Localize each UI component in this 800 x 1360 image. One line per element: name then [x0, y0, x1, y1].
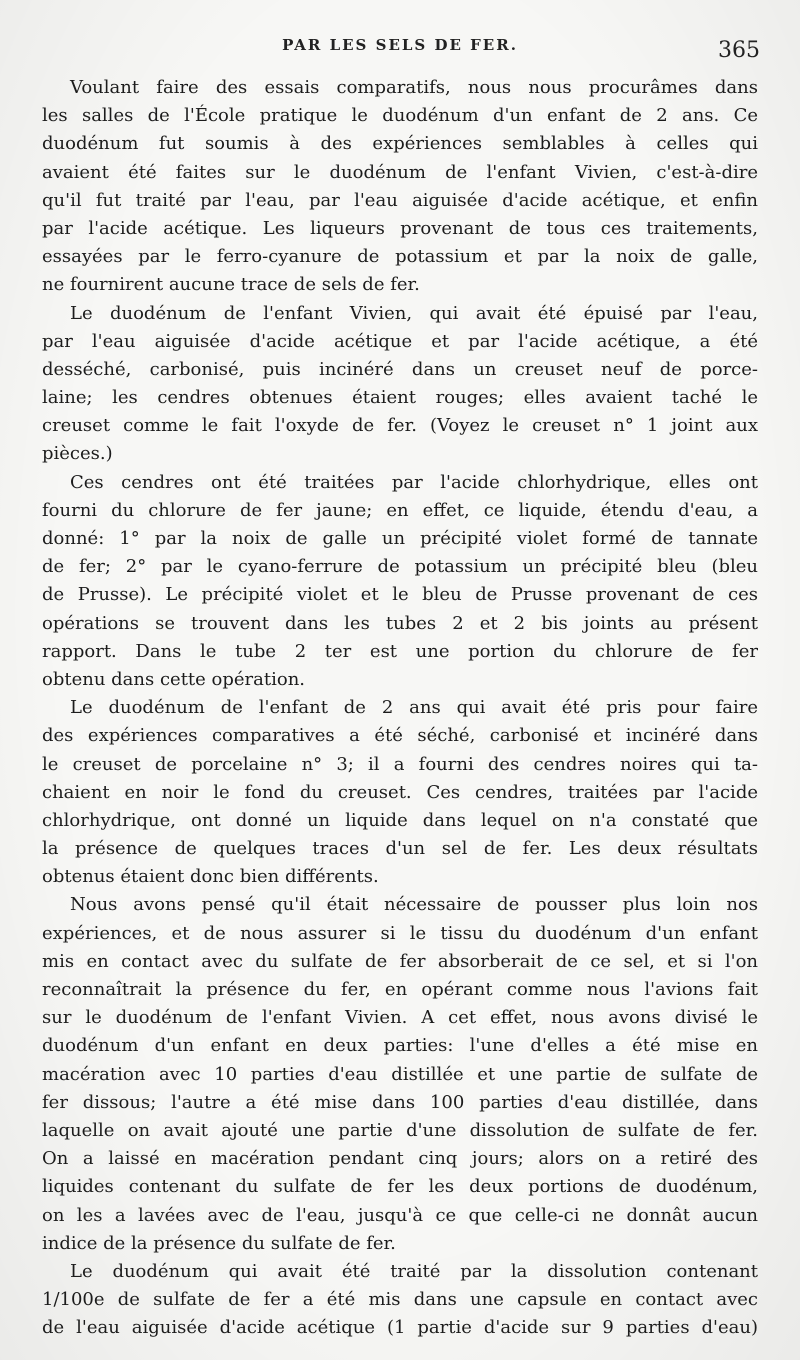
text-line: les salles de l'École pratique le duodénum d'un enfant de 2 ans. Ce [42, 105, 758, 127]
text-line: laine; les cendres obtenues étaient rouges; elles avaient taché le [42, 387, 758, 409]
text-line: avaient été faites sur le duodénum de l'enfant Vivien, c'est-à-dire [42, 161, 758, 183]
text-line: Le duodénum de l'enfant de 2 ans qui avait été pris pour faire [70, 697, 758, 719]
text-line: de fer; 2° par le cyano-ferrure de potassium un précipité bleu (bleu [42, 556, 758, 578]
text-line: pièces.) [42, 443, 113, 465]
text-line: laquelle on avait ajouté une partie d'une dissolution de sulfate de fer. [42, 1119, 758, 1141]
text-line: par l'eau aiguisée d'acide acétique et par l'acide acétique, a été [42, 330, 758, 352]
body-text [42, 74, 758, 1342]
text-line: fer dissous; l'autre a été mise dans 100 parties d'eau distillée, dans [42, 1091, 758, 1113]
text-line: donné: 1° par la noix de galle un précipité violet formé de tannate [42, 528, 758, 549]
text-line: macération avec 10 parties d'eau distillée et une partie de sulfate de [42, 1063, 758, 1085]
text-line: creuset comme le fait l'oxyde de fer. (Voyez le creuset n° 1 joint aux [42, 415, 758, 437]
text-line: duodénum d'un enfant en deux parties: l'une d'elles a été mise en [42, 1035, 758, 1057]
running-head [40, 36, 760, 62]
text-line: essayées par le ferro-cyanure de potassium et par la noix de galle, [42, 246, 758, 268]
text-line: mis en contact avec du sulfate de fer absorberait de ce sel, et si l'on [42, 950, 758, 972]
text-line: opérations se trouvent dans les tubes 2 et 2 bis joints au présent [42, 612, 758, 634]
text-line: de Prusse). Le précipité violet et le bleu de Prusse provenant de ces [42, 584, 758, 606]
text-line: la présence de quelques traces d'un sel de fer. Les deux résultats [42, 838, 758, 860]
text-line: qu'il fut traité par l'eau, par l'eau aiguisée d'acide acétique, et enfin [42, 189, 758, 211]
text-line: chlorhydrique, ont donné un liquide dans lequel on n'a constaté que [42, 809, 758, 831]
text-line: liquides contenant du sulfate de fer les deux portions de duodénum, [42, 1176, 758, 1198]
text-line: des expériences comparatives a été séché, carbonisé et incinéré dans [42, 725, 758, 747]
text-line: Voulant faire des essais comparatifs, nous nous procurâmes dans [70, 77, 758, 98]
text-line: Nous avons pensé qu'il était nécessaire de pousser plus loin nos [70, 894, 758, 916]
running-title: PAR LES SELS DE FER. [282, 36, 518, 54]
text-line: desséché, carbonisé, puis incinéré dans un creuset neuf de porce- [42, 358, 758, 380]
text-line: reconnaîtrait la présence du fer, en opérant comme nous l'avions fait [42, 979, 758, 1000]
text-line: Ces cendres ont été traitées par l'acide chlorhydrique, elles ont [70, 471, 758, 493]
text-line: rapport. Dans le tube 2 ter est une portion du chlorure de fer [42, 640, 758, 662]
text-line: indice de la présence du sulfate de fer. [42, 1232, 396, 1254]
text-line: on les a lavées avec de l'eau, jusqu'à ce que celle-ci ne donnât aucun [42, 1204, 758, 1226]
text-line: expériences, et de nous assurer si le tissu du duodénum d'un enfant [42, 922, 758, 944]
text-line: fourni du chlorure de fer jaune; en effet, ce liquide, étendu d'eau, a [42, 499, 758, 521]
text-line: chaient en noir le fond du creuset. Ces cendres, traitées par l'acide [42, 781, 758, 803]
text-line: ne fournirent aucune trace de sels de fer. [42, 274, 420, 296]
text-line: 1/100e de sulfate de fer a été mis dans une capsule en contact avec [42, 1289, 758, 1311]
text-line: duodénum fut soumis à des expériences semblables à celles qui [42, 133, 758, 155]
text-line: le creuset de porcelaine n° 3; il a fourni des cendres noires qui ta- [42, 753, 758, 775]
text-line: Le duodénum qui avait été traité par la dissolution contenant [70, 1260, 758, 1282]
text-line: obtenus étaient donc bien différents. [42, 866, 379, 888]
text-line: sur le duodénum de l'enfant Vivien. A cet effet, nous avons divisé le [42, 1007, 758, 1029]
text-line: de l'eau aiguisée d'acide acétique (1 partie d'acide sur 9 parties d'eau) [42, 1317, 758, 1339]
text-line: Le duodénum de l'enfant Vivien, qui avait été épuisé par l'eau, [70, 302, 758, 324]
page-number: 365 [718, 38, 760, 63]
text-line: obtenu dans cette opération. [42, 668, 306, 690]
text-line: On a laissé en macération pendant cinq jours; alors on a retiré des [42, 1148, 758, 1170]
text-line: par l'acide acétique. Les liqueurs provenant de tous ces traitements, [42, 217, 758, 239]
